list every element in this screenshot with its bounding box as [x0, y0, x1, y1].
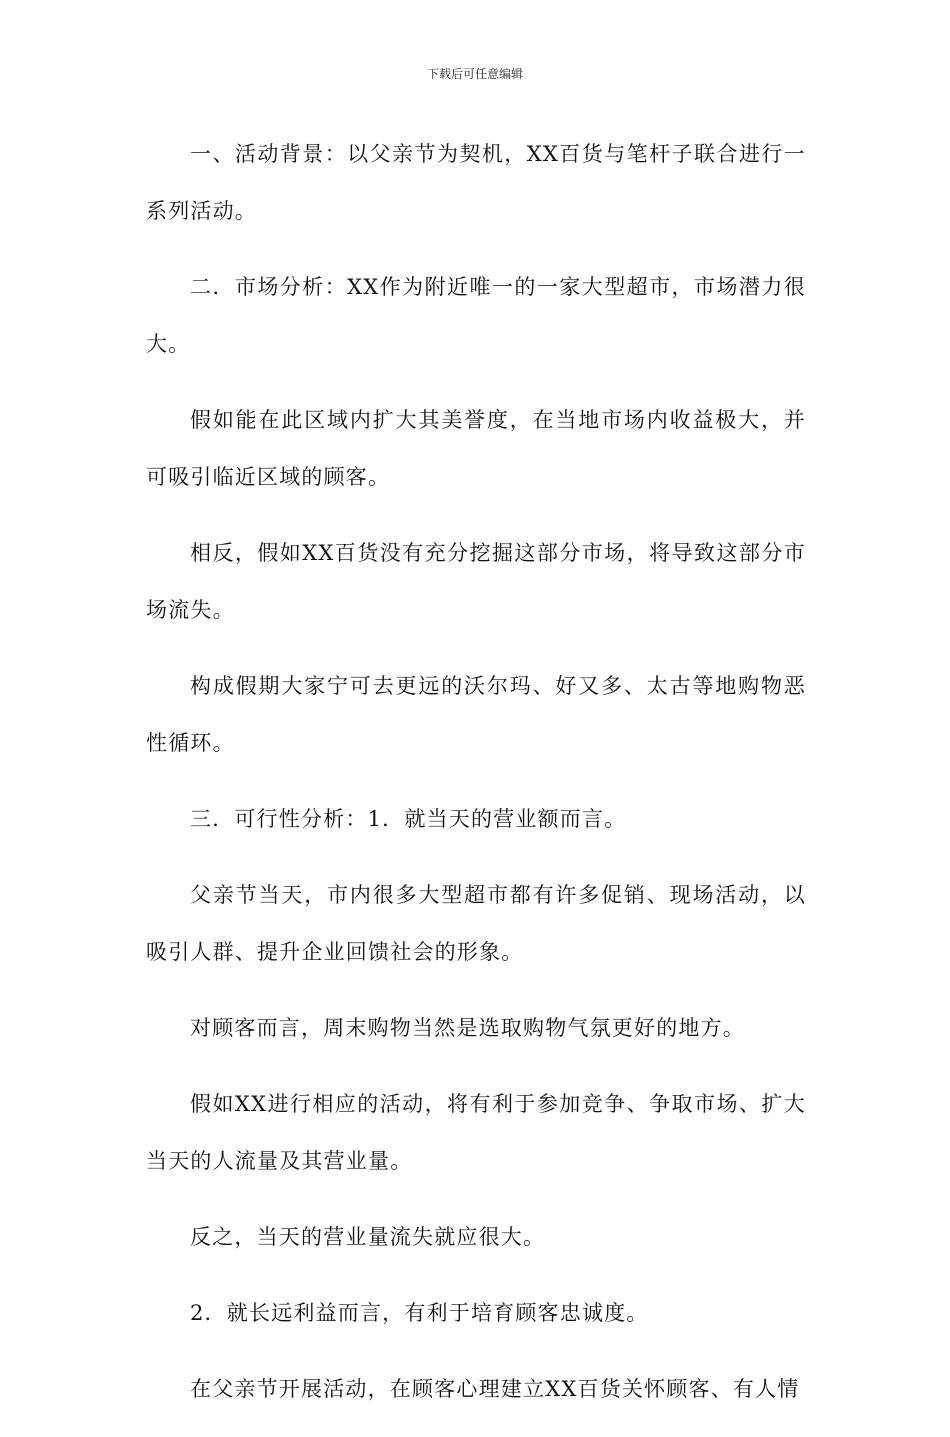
paragraph-background: 一、活动背景：以父亲节为契机，XX百货与笔杆子联合进行一系列活动。	[146, 142, 806, 223]
paragraph-long-term: 2．就长远利益而言，有利于培育顾客忠诚度。	[190, 1301, 649, 1325]
paragraph-market-loss: 相反，假如XX百货没有充分挖掘这部分市场，将导致这部分市场流失。	[146, 541, 806, 622]
paragraph-loyalty: 在父亲节开展活动，在顾客心理建立XX百货关怀顾客、有人情	[190, 1377, 800, 1401]
paragraph-feasibility: 三．可行性分析：1．就当天的营业额而言。	[190, 807, 627, 831]
paragraph-reputation: 假如能在此区域内扩大其美誉度，在当地市场内收益极大，并可吸引临近区域的顾客。	[146, 408, 806, 489]
paragraph-fathers-day: 父亲节当天，市内很多大型超市都有许多促销、现场活动，以吸引人群、提升企业回馈社会的形象。	[146, 883, 806, 964]
page-header: 下载后可任意编辑	[426, 67, 523, 81]
paragraph-competitors: 构成假期大家宁可去更远的沃尔玛、好又多、太古等地购物恶性循环。	[146, 674, 806, 755]
paragraph-customers: 对顾客而言，周末购物当然是选取购物气氛更好的地方。	[190, 1016, 745, 1040]
paragraph-market-analysis: 二．市场分析：XX作为附近唯一的一家大型超市，市场潜力很大。	[146, 275, 806, 356]
document-body	[146, 126, 806, 1437]
paragraph-otherwise: 反之，当天的营业量流失就应很大。	[190, 1225, 546, 1249]
paragraph-competition: 假如XX进行相应的活动，将有利于参加竞争、争取市场、扩大当天的人流量及其营业量。	[146, 1092, 806, 1173]
